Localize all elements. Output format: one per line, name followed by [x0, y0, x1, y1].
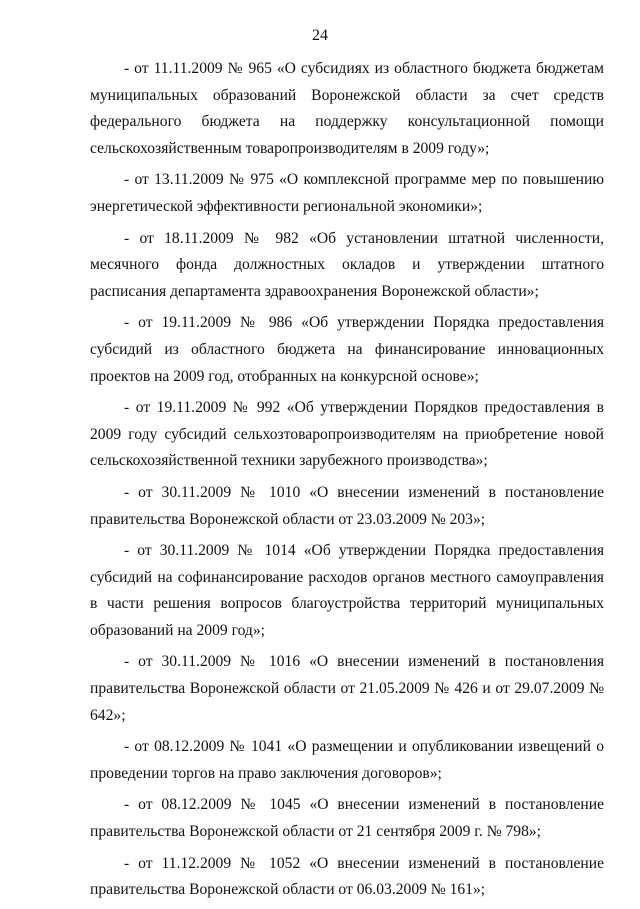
list-item-resolution-1045: - от 08.12.2009 № 1045 «О внесении изменений в постановление правительства Воронежской области от 21 сентября 2009 г. № 798»;: [90, 796, 604, 841]
list-item-resolution-1016: - от 30.11.2009 № 1016 «О внесении изменений в постановления правительства Воронежской области от 21.05.2009 № 426 и от 29.07.2009 № 642»;: [90, 653, 604, 724]
list-item-resolution-986: - от 19.11.2009 № 986 «Об утверждении Порядка предоставления субсидий из областного бюджета на финансирование инновационных проектов на 2009 год, отобранных на конкурсной основе»;: [90, 314, 604, 385]
list-item-resolution-975: - от 13.11.2009 № 975 «О комплексной программе мер по повышению энергетической эффективности региональной экономики»;: [90, 171, 604, 215]
list-item-resolution-1052: - от 11.12.2009 № 1052 «О внесении изменений в постановление правительства Воронежской области от 06.03.2009 № 161»;: [90, 854, 604, 899]
list-item-resolution-992: - от 19.11.2009 № 992 «Об утверждении Порядков предоставления в 2009 году субсидий сельхозтоваропроизводителям на приобретение новой сельскохозяйственной техники зарубежного производства»;: [90, 399, 604, 470]
list-item-resolution-965: - от 11.11.2009 № 965 «О субсидиях из областного бюджета бюджетам муниципальных образований Воронежской области за счет средств федерального бюджета на поддержку консультационной помощи сельскохозяйственным товаропроизводителям в 2009 году»;: [90, 60, 604, 157]
list-item-resolution-1014: - от 30.11.2009 № 1014 «Об утверждении Порядка предоставления субсидий на софинансирование расходов органов местного самоуправления в части решения вопросов благоустройства территорий муниципальных образований на 2009 год»;: [90, 542, 604, 639]
list-item-resolution-982: - от 18.11.2009 № 982 «Об установлении штатной численности, месячного фонда должностных окладов и утверждении штатного расписания департамента здравоохранения Воронежской области»;: [90, 229, 604, 300]
list-item-resolution-1010: - от 30.11.2009 № 1010 «О внесении изменений в постановление правительства Воронежской области от 23.03.2009 № 203»;: [90, 483, 604, 528]
document-body: [90, 56, 604, 909]
list-item-resolution-1041: - от 08.12.2009 № 1041 «О размещении и опубликовании извещений о проведении торгов на право заключения договоров»;: [90, 738, 604, 782]
page-number: 24: [312, 27, 328, 44]
